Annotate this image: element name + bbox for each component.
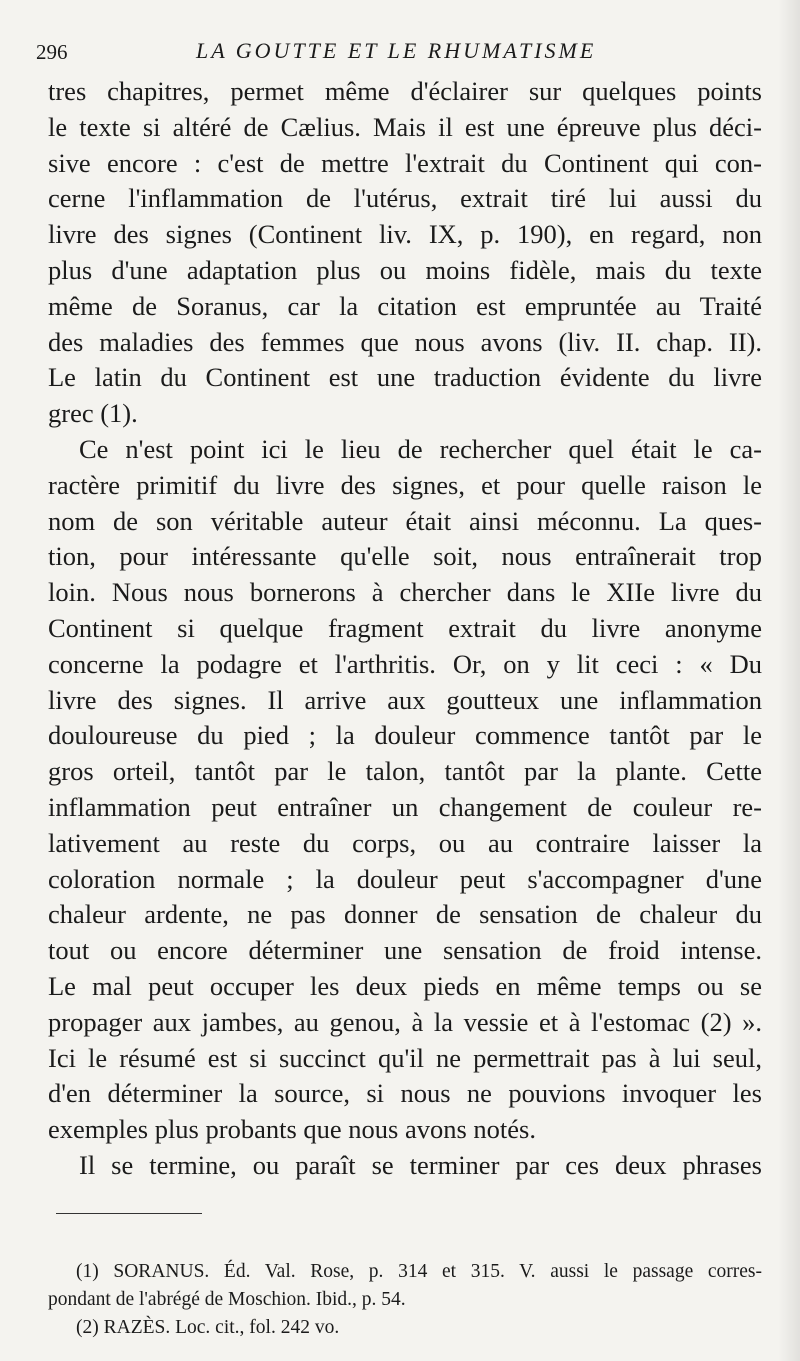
text-line: Ce n'est point ici le lieu de rechercher quel était le ca- <box>79 433 762 464</box>
running-title: LA GOUTTE ET LE RHUMATISME <box>196 38 597 63</box>
text-line: des maladies des femmes que nous avons (liv. II. chap. II). <box>48 326 762 357</box>
text-line: sive encore : c'est de mettre l'extrait du Continent qui con- <box>48 147 762 178</box>
text-line: lativement au reste du corps, ou au contraire laisser la <box>48 827 762 858</box>
page-number: 296 <box>36 40 68 64</box>
page-edge-shadow <box>778 0 800 1361</box>
text-line: plus d'une adaptation plus ou moins fidèle, mais du texte <box>48 254 762 285</box>
main-text <box>48 74 762 1184</box>
text-line: inflammation peut entraîner un changement de couleur re- <box>48 791 762 822</box>
text-line: loin. Nous nous bornerons à chercher dans le XIIe livre du <box>48 577 762 608</box>
text-line: cerne l'inflammation de l'utérus, extrait tiré lui aussi du <box>48 183 762 214</box>
text-line: coloration normale ; la douleur peut s'accompagner d'une <box>48 863 762 894</box>
text-line: ractère primitif du livre des signes, et pour quelle raison le <box>48 469 762 500</box>
text-line: gros orteil, tantôt par le talon, tantôt par la plante. Cette <box>48 756 762 787</box>
text-line: concerne la podagre et l'arthritis. Or, on y lit ceci : « Du <box>48 648 762 679</box>
text-line: tion, pour intéressante qu'elle soit, nous entraînerait trop <box>48 541 762 572</box>
text-line: Le latin du Continent est une traduction évidente du livre <box>48 362 762 393</box>
text-line: d'en déterminer la source, si nous ne pouvions invoquer les <box>48 1078 762 1109</box>
footnote-separator <box>56 1213 202 1214</box>
text-line: tres chapitres, permet même d'éclairer sur quelques points <box>48 76 762 106</box>
text-line: Il se termine, ou paraît se terminer par ces deux phrases <box>79 1149 762 1180</box>
text-line: douloureuse du pied ; la douleur commence tantôt par le <box>48 720 762 751</box>
text-line: tout ou encore déterminer une sensation de froid intense. <box>48 935 762 966</box>
text-line: livre des signes. Il arrive aux goutteux une inflammation <box>48 684 762 715</box>
footnote-1: (1) SORANUS. Éd. Val. Rose, p. 314 et 315. V. aussi le passage corres- <box>76 1261 762 1282</box>
text-line: nom de son véritable auteur était ainsi méconnu. La ques- <box>48 505 762 536</box>
footnote-1-continued: pondant de l'abrégé de Moschion. Ibid., p. 54. <box>48 1289 406 1310</box>
page-header <box>36 36 766 68</box>
footnote-2: (2) RAZÈS. Loc. cit., fol. 242 vo. <box>76 1317 340 1338</box>
text-line: Ici le résumé est si succinct qu'il ne permettrait pas à lui seul, <box>48 1042 762 1073</box>
text-line: livre des signes (Continent liv. IX, p. 190), en regard, non <box>48 219 762 250</box>
text-line: grec (1). <box>48 398 138 429</box>
text-line: propager aux jambes, au genou, à la vessie et à l'estomac (2) ». <box>48 1006 762 1037</box>
footnotes <box>48 1258 762 1342</box>
text-line: même de Soranus, car la citation est empruntée au Traité <box>48 290 762 321</box>
text-line: chaleur ardente, ne pas donner de sensation de chaleur du <box>48 899 762 930</box>
text-line: le texte si altéré de Cælius. Mais il est une épreuve plus déci- <box>48 111 762 142</box>
text-line: Continent si quelque fragment extrait du livre anonyme <box>48 612 762 643</box>
text-line: Le mal peut occuper les deux pieds en même temps ou se <box>48 970 762 1001</box>
text-line: exemples plus probants que nous avons notés. <box>48 1114 536 1145</box>
